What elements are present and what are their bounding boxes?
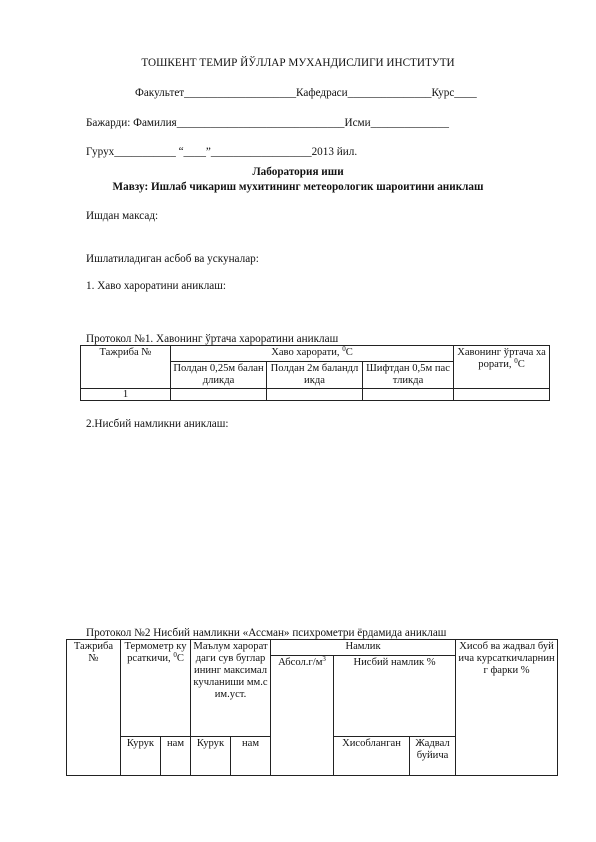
- performer-line: Бажарди: Фамилия______________________________Исми______________: [86, 117, 449, 129]
- institute-title: ТОШКЕНТ ТЕМИР ЙЎЛЛАР МУХАНДИСЛИГИ ИНСТИТУТИ: [141, 57, 455, 69]
- p1-row1-trial: 1: [81, 389, 171, 401]
- p2-sub-calc: Хисобланган: [334, 737, 410, 776]
- item1-label: 1. Хаво хароратини аниклаш:: [86, 280, 226, 292]
- p2-sub-wet2: нам: [231, 737, 271, 776]
- protocol1-caption: Протокол №1. Хавонинг ўртача хароратини аниклаш: [86, 333, 339, 345]
- goal-label: Ишдан максад:: [86, 210, 159, 222]
- p1-row1-cell: [363, 389, 454, 401]
- p1-sub-floor-025: Полдан 0,25м баландликда: [171, 362, 267, 389]
- p2-col-thermo: Термометр курсаткичи, $^0$С: [121, 640, 191, 737]
- p2-sub-wet: нам: [161, 737, 191, 776]
- p2-sub-dry2: Курук: [191, 737, 231, 776]
- protocol2-caption: Протокол №2 Нисбий намликни «Ассман» психрометри ёрдамида аниклаш: [86, 627, 447, 639]
- protocol1-table: [80, 345, 550, 401]
- p2-sub-dry: Курук: [121, 737, 161, 776]
- lab-topic: Мавзу: Ишлаб чикариш мухитининг метеорологик шароитини аниклаш: [112, 181, 484, 193]
- p2-col-abs: $Абсол.г/м^3$: [271, 656, 334, 776]
- faculty-line: Факультет____________________Кафедраси_______________Курс____: [135, 87, 477, 99]
- p1-sub-ceiling-05: Шифтдан 0,5м пастликда: [363, 362, 454, 389]
- p2-sub-table: Жадвал буйича: [410, 737, 456, 776]
- group-line: Гурух___________ “____”__________________2013 йил.: [86, 146, 358, 158]
- p1-col-avg: Хавонинг ўртача харорати, $^0$С: [454, 346, 550, 389]
- protocol2-table: [66, 639, 558, 776]
- p1-row1-cell: [454, 389, 550, 401]
- p2-col-diff: Хисоб ва жадвал буйича курсаткичларнинг фарки %: [456, 640, 558, 776]
- p1-sub-floor-2: Полдан 2м баландликда: [267, 362, 363, 389]
- item2-label: 2.Нисбий намликни аниклаш:: [86, 418, 229, 430]
- p1-col-air-temp: Хаво харорати, $^0$С: [171, 346, 454, 362]
- tools-label: Ишлатиладиган асбоб ва ускуналар:: [86, 253, 259, 265]
- p1-row1-cell: [171, 389, 267, 401]
- lab-title: Лаборатория иши: [252, 166, 344, 178]
- p1-row1-cell: [267, 389, 363, 401]
- p2-col-trial: Тажриба №: [67, 640, 121, 776]
- p1-col-trial: Тажриба №: [81, 346, 171, 389]
- p2-col-humidity: Намлик: [271, 640, 456, 656]
- p2-col-rel: Нисбий намлик %: [334, 656, 456, 737]
- p2-col-max-pressure: Маълум хароратдаги сув бугларининг максимал кучланиши мм.сим.уст.: [191, 640, 271, 737]
